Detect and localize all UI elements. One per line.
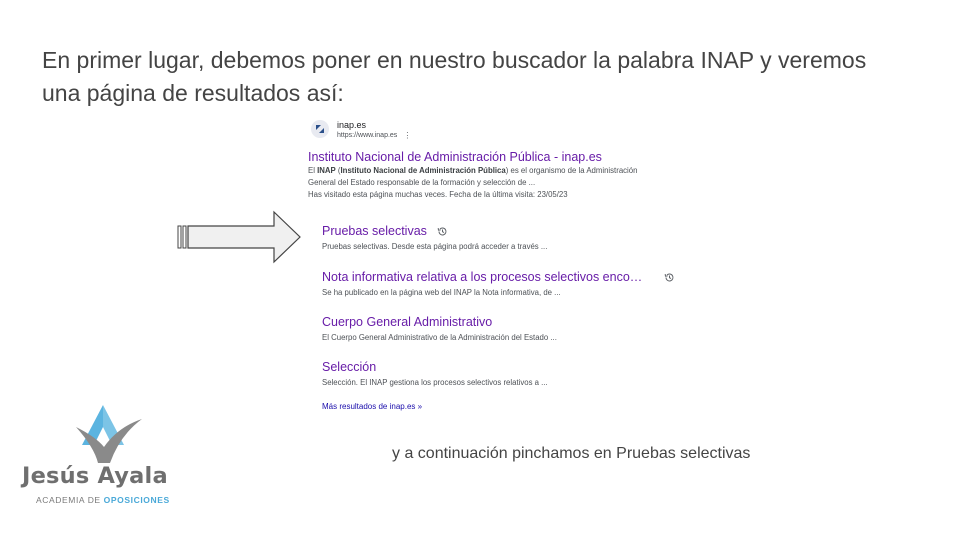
sitelink-snippet: Se ha publicado en la página web del INAP la Nota informativa, de ... [322,288,561,297]
sitelink-pruebas-selectivas [322,223,547,253]
right-arrow-icon [177,210,303,266]
site-header[interactable] [308,117,728,147]
academy-logo-mark-icon [74,405,144,463]
visited-note: Has visitado esta página muchas veces. Fecha de la última visita: 23/05/23 [308,190,568,199]
sitelink-title[interactable]: Cuerpo General Administrativo [322,315,493,329]
sitelink-snippet: El Cuerpo General Administrativo de la Administración del Estado ... [322,333,557,342]
result-title-link[interactable]: Instituto Nacional de Administración Pública - inap.es [308,150,602,164]
sitelink-seleccion [322,359,548,389]
history-icon [664,272,675,283]
result-snippet-line-1: El INAP (Instituto Nacional de Administración Pública) es el organismo de la Administración [308,166,638,175]
more-results-link[interactable]: Más resultados de inap.es » [322,402,423,411]
result-snippet-line-2: General del Estado responsable de la formación y selección de ... [308,178,536,187]
sitelink-snippet: Selección. El INAP gestiona los procesos selectivos relativos a ... [322,378,548,387]
inap-favicon-icon [311,120,329,138]
sitelink-title[interactable]: Pruebas selectivas [322,224,427,238]
heading-line-2: una página de resultados así: [42,80,344,106]
search-results-panel [308,117,728,411]
history-icon [437,226,448,237]
slide-heading [42,44,932,110]
sitelink-snippet: Pruebas selectivas. Desde esta página podrá acceder a través ... [322,242,548,251]
site-name: inap.es [337,120,367,130]
sitelink-cuerpo-general [322,314,557,344]
slide-caption: y a continuación pinchamos en Pruebas selectivas [392,445,751,462]
heading-line-1: En primer lugar, debemos poner en nuestro buscador la palabra INAP y veremos [42,47,867,73]
academy-logo [22,405,192,515]
academy-name: Jesús Ayala [22,463,168,489]
academy-tagline: ACADEMIA DE OPOSICIONES [36,495,170,505]
sitelink-title[interactable]: Selección [322,360,377,374]
sitelink-title[interactable]: Nota informativa relativa a los procesos selectivos enco… [322,270,643,284]
more-options-icon[interactable]: ⋮ [403,131,411,140]
sitelink-nota-informativa [322,269,675,299]
site-url: https://www.inap.es [337,132,398,139]
